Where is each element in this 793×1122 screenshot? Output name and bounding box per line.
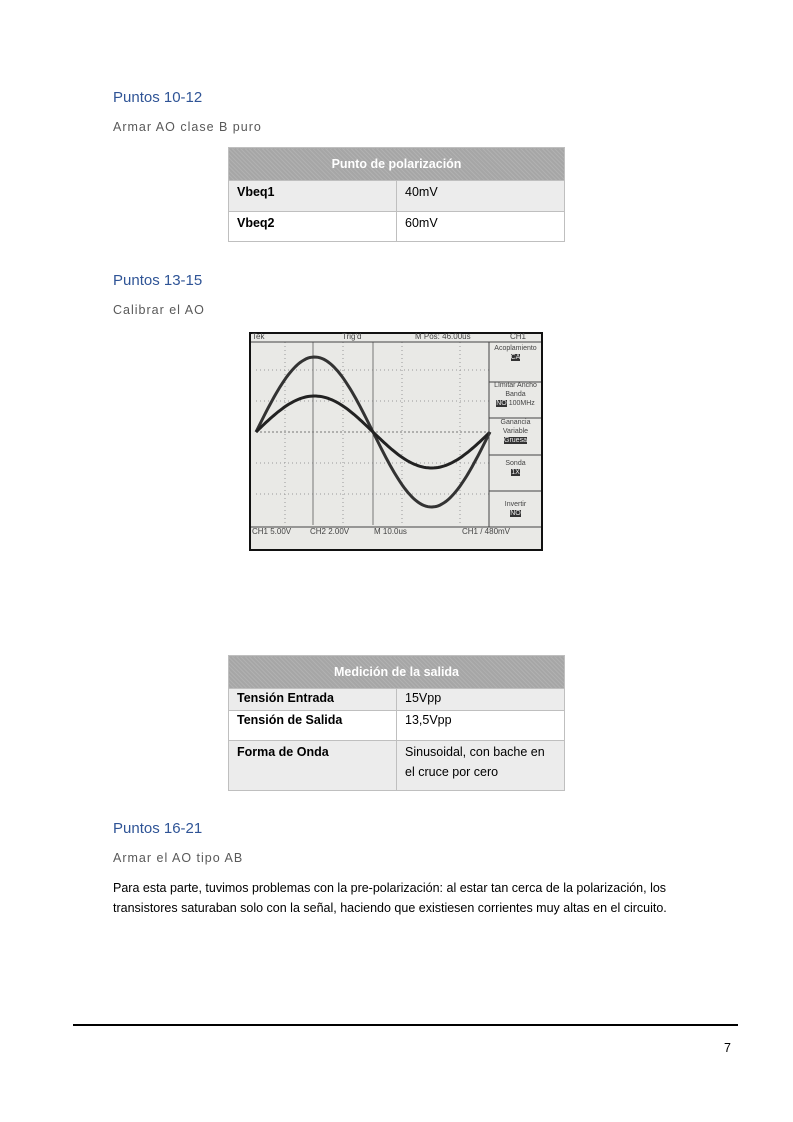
value: 1X bbox=[511, 469, 520, 476]
time-scale: M 10.0us bbox=[374, 527, 407, 536]
cell: 40mV bbox=[397, 181, 565, 212]
section-subtitle: Calibrar el AO bbox=[113, 303, 205, 317]
scope-m-pos: M Pos: 46.00us bbox=[415, 332, 471, 341]
menu-gain bbox=[489, 418, 542, 455]
body-paragraph: Para esta parte, tuvimos problemas con la pre-polarización: al estar tan cerca de la polarización, los transistores saturaban solo con la señal, haciendo que existiesen corrientes muy altas en el circuito. bbox=[113, 881, 667, 915]
section-heading: Puntos 16-21 bbox=[113, 820, 203, 837]
footer-rule bbox=[73, 1024, 738, 1026]
trigger-level: CH1 / 480mV bbox=[462, 527, 511, 536]
value-extra: 100MHz bbox=[508, 400, 535, 407]
table-row bbox=[229, 212, 565, 242]
cell: 60mV bbox=[397, 212, 565, 242]
scope-trigger-status: Trig'd bbox=[342, 332, 362, 341]
table-header: Medición de la salida bbox=[229, 656, 565, 689]
table-row bbox=[229, 741, 565, 791]
scope-brand: Tek bbox=[252, 332, 265, 341]
menu-coupling bbox=[489, 344, 542, 381]
section-heading: Puntos 10-12 bbox=[113, 89, 203, 106]
cell: 15Vpp bbox=[397, 689, 565, 711]
label: Invertir bbox=[504, 501, 527, 508]
ch2-scale: CH2 2.00V bbox=[310, 527, 350, 536]
ch1-scale: CH1 5.00V bbox=[252, 527, 292, 536]
cell: Tensión de Salida bbox=[229, 711, 397, 741]
scope-menu bbox=[489, 344, 542, 518]
menu-bandwidth bbox=[489, 381, 542, 418]
label: Ganancia Variable bbox=[500, 419, 531, 435]
bias-point-table bbox=[228, 147, 565, 242]
value: CA bbox=[510, 354, 521, 361]
menu-probe bbox=[489, 455, 542, 496]
scope-channel: CH1 bbox=[510, 332, 527, 341]
cell: Vbeq2 bbox=[229, 212, 397, 242]
section-heading: Puntos 13-15 bbox=[113, 272, 203, 289]
value: NO bbox=[496, 400, 507, 407]
menu-invert bbox=[489, 496, 542, 518]
output-measurement-table bbox=[228, 655, 565, 791]
table-header: Punto de polarización bbox=[229, 148, 565, 181]
cell: Tensión Entrada bbox=[229, 689, 397, 711]
value: Gruesa bbox=[504, 437, 527, 444]
cell: Forma de Onda bbox=[229, 741, 397, 791]
cell: Vbeq1 bbox=[229, 181, 397, 212]
section-subtitle: Armar el AO tipo AB bbox=[113, 851, 244, 865]
oscilloscope-image bbox=[249, 332, 543, 551]
value: NO bbox=[510, 510, 521, 517]
label: Acoplamiento bbox=[494, 345, 537, 352]
cell: 13,5Vpp bbox=[397, 711, 565, 741]
table-row bbox=[229, 689, 565, 711]
page-number: 7 bbox=[724, 1041, 731, 1055]
section-subtitle: Armar AO clase B puro bbox=[113, 120, 262, 134]
cell: Sinusoidal, con bache en el cruce por cero bbox=[397, 741, 565, 791]
table-row bbox=[229, 181, 565, 212]
label: Sonda bbox=[505, 460, 526, 467]
table-row bbox=[229, 711, 565, 741]
label: LImitar Ancho Banda bbox=[494, 382, 537, 398]
